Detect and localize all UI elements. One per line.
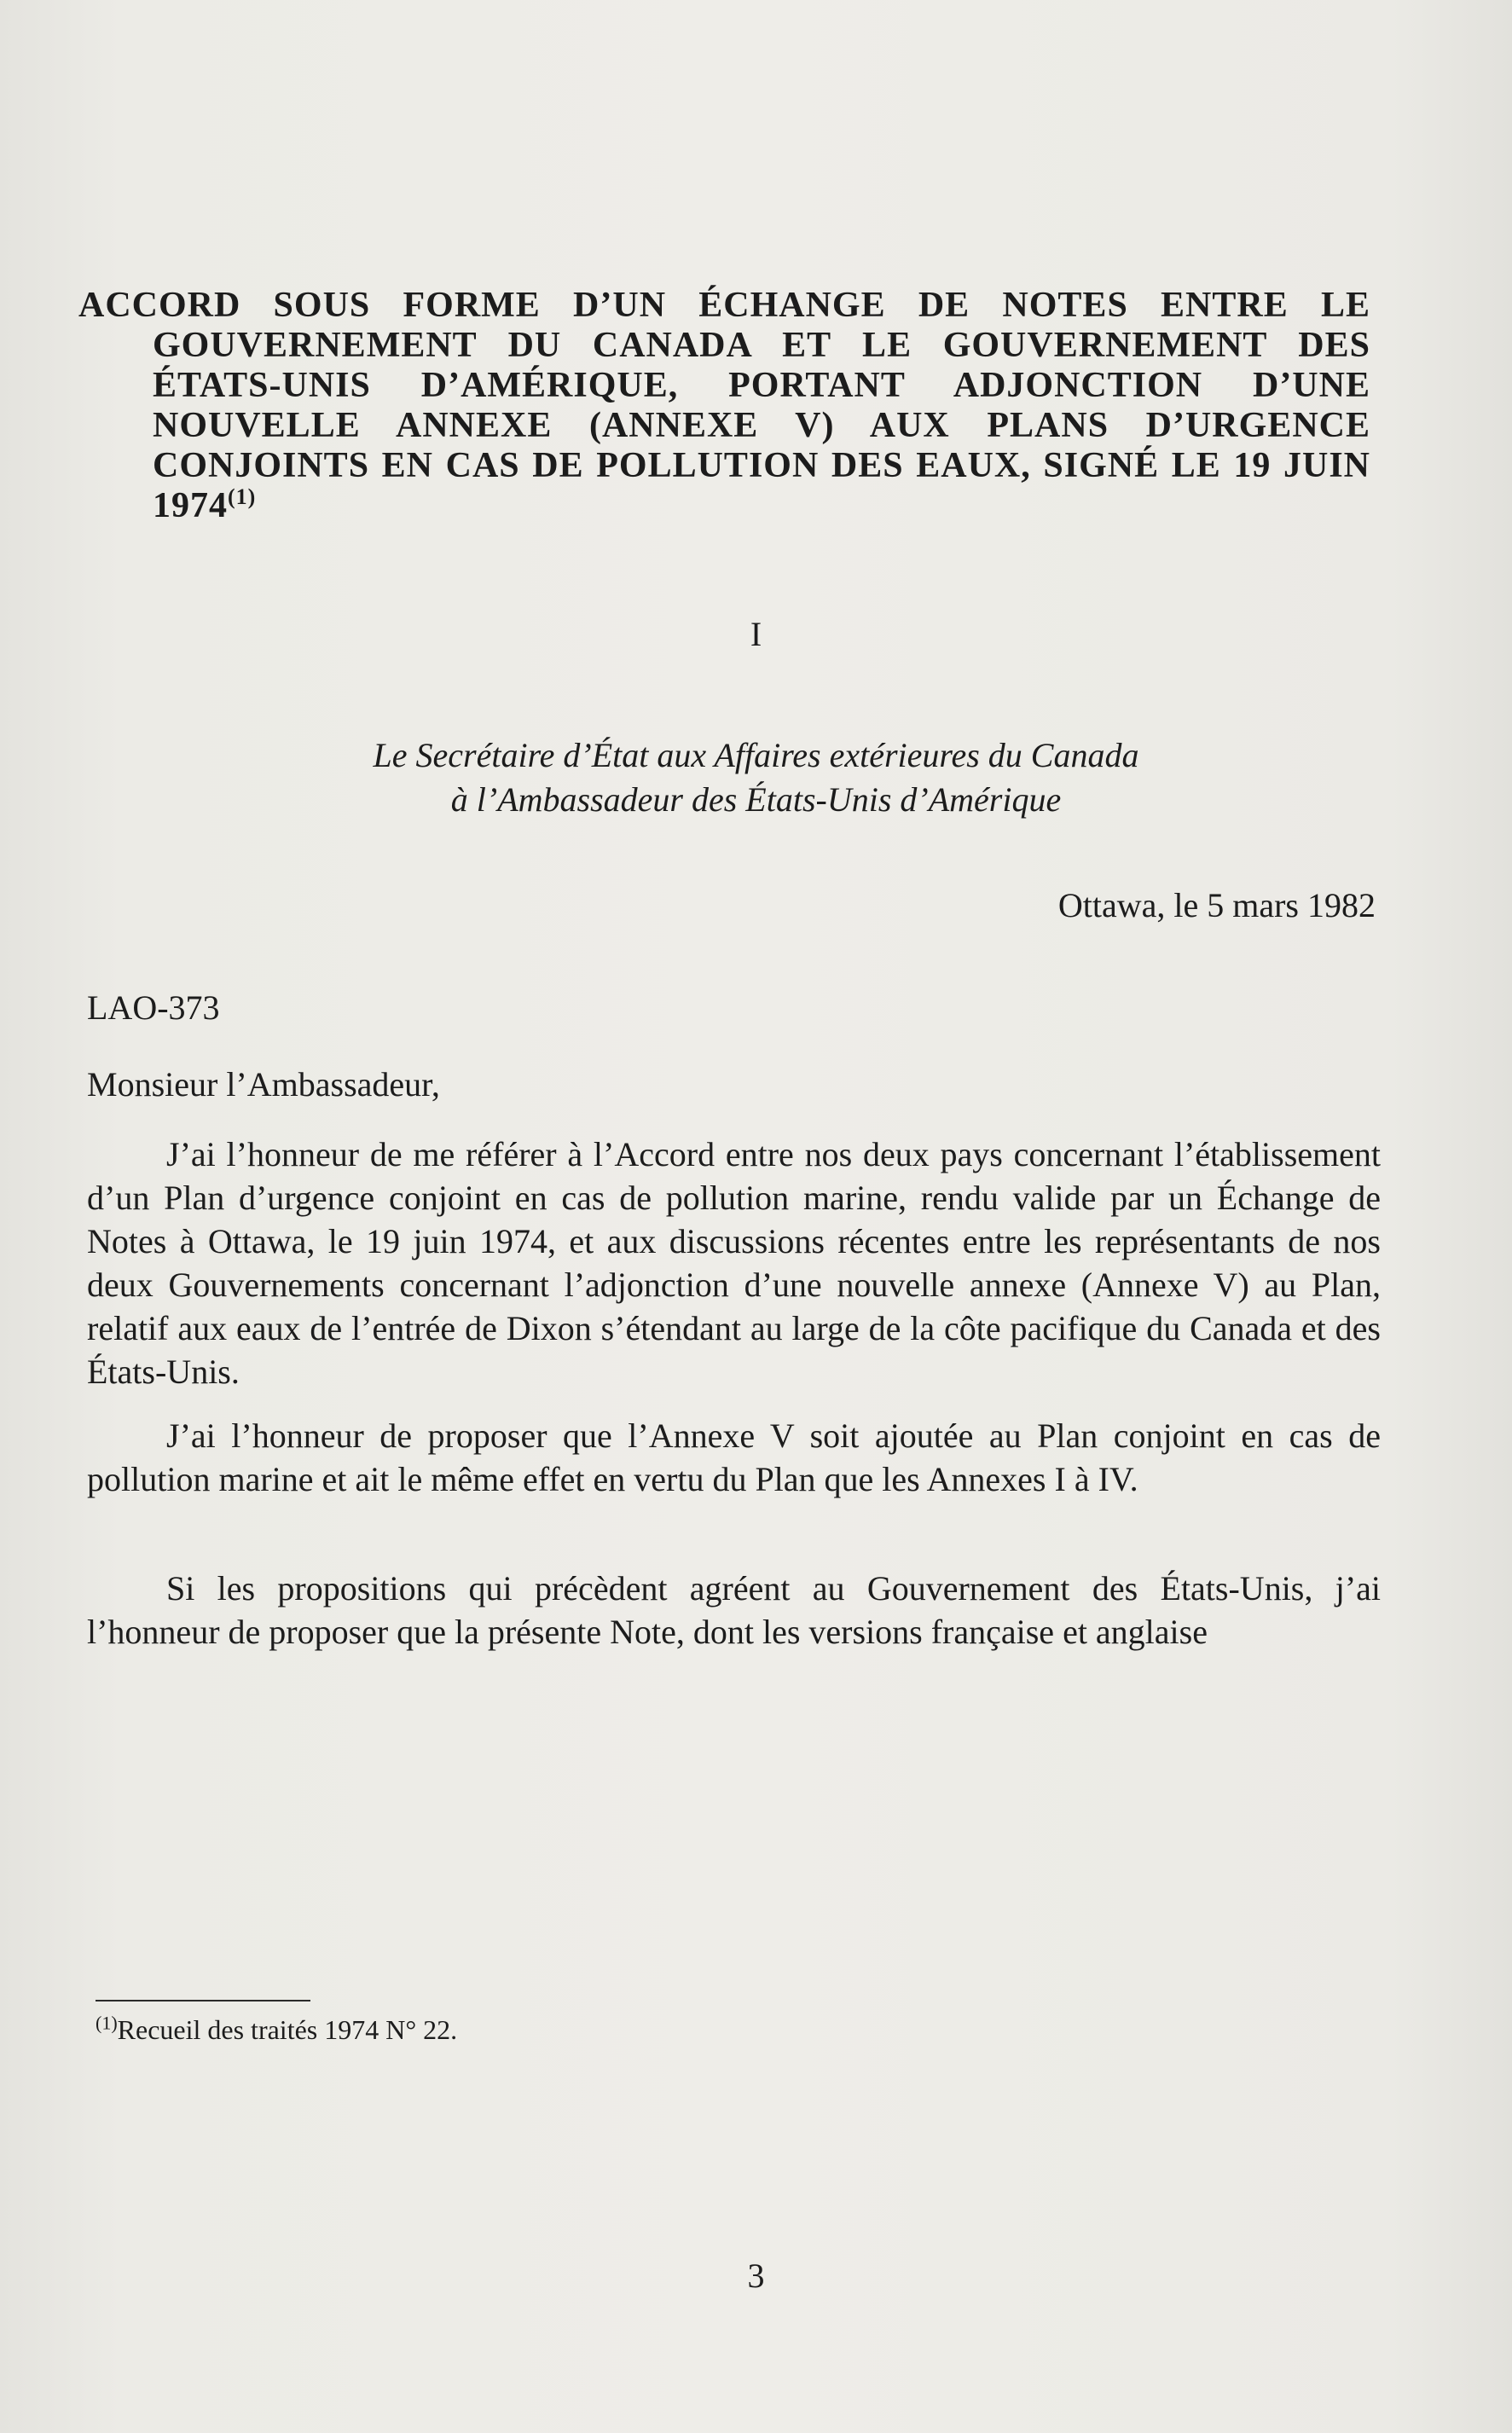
title-footnote-marker: (1) — [228, 484, 257, 509]
place-date: Ottawa, le 5 mars 1982 — [1057, 886, 1376, 924]
salutation: Monsieur l’Ambassadeur, — [87, 1065, 440, 1104]
body-paragraph — [87, 1414, 1381, 1501]
sender: Le Secrétaire d’État aux Affaires extérieures du Canada — [373, 736, 1139, 774]
paragraph-text: Si les propositions qui précèdent agréent au Gouvernement des États-Unis, j’ai l’honneur de proposer que la présente Note, dont les versions française et anglaise — [87, 1569, 1381, 1651]
title-line: GOUVERNEMENT DU CANADA ET LE GOUVERNEMENT DES — [153, 326, 1370, 365]
title-line: ACCORD SOUS FORME D’UN ÉCHANGE DE NOTES ENTRE LE — [78, 286, 1370, 325]
footnote-marker: (1) — [96, 2012, 118, 2034]
reference-number: LAO-373 — [87, 988, 220, 1027]
footnote — [96, 2014, 457, 2046]
sender-recipient — [0, 733, 1512, 822]
document-title — [78, 286, 1370, 526]
recipient: à l’Ambassadeur des États-Unis d’Amérique — [450, 780, 1062, 819]
title-line: NOUVELLE ANNEXE (ANNEXE V) AUX PLANS D’URGENCE — [153, 406, 1370, 445]
footnote-text: Recueil des traités 1974 N° 22. — [117, 2014, 458, 2045]
title-line: ÉTATS-UNIS D’AMÉRIQUE, PORTANT ADJONCTION D’UNE — [153, 366, 1370, 405]
title-line: CONJOINTS EN CAS DE POLLUTION DES EAUX, SIGNÉ LE 19 JUIN — [153, 446, 1370, 485]
section-number: I — [750, 615, 762, 653]
paragraph-text: J’ai l’honneur de me référer à l’Accord entre nos deux pays concernant l’établissement d’un Plan d’urgence conjoint en cas de pollution marine, rendu valide par un Échange de Notes à Ottawa, le 19 juin 1974, et aux discussions récentes entre les représentants de nos deux Gouvernements concernant l’adjonction d’une nouvelle annexe (Annexe V) au Plan, relatif aux eaux de l’entrée de Dixon s’étendant au large de la côte pacifique du Canada et des États-Unis. — [87, 1135, 1381, 1391]
page-number: 3 — [747, 2256, 765, 2295]
footnote-divider — [96, 2000, 310, 2001]
paragraph-text: J’ai l’honneur de proposer que l’Annexe V soit ajoutée au Plan conjoint en cas de pollution marine et ait le même effet en vertu du Plan que les Annexes I à IV. — [87, 1416, 1381, 1498]
title-year: 1974 — [153, 486, 228, 525]
title-line-last — [78, 486, 1370, 526]
body-paragraph — [87, 1567, 1381, 1654]
body-paragraph — [87, 1133, 1381, 1393]
